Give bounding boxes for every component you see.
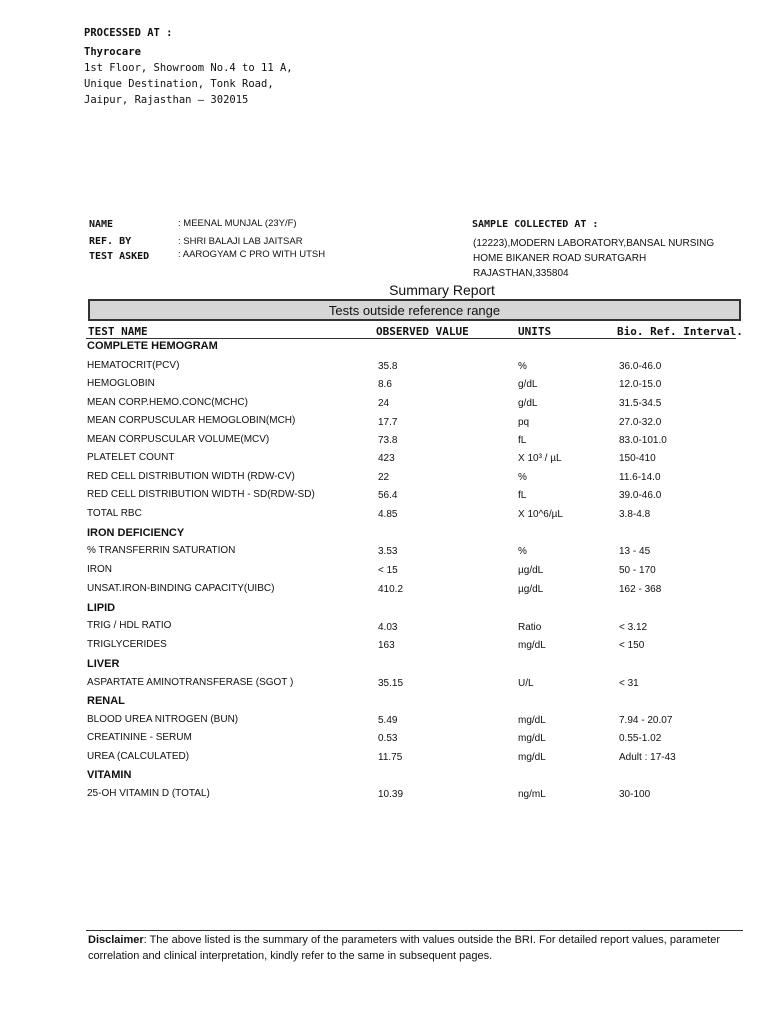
ref-interval: < 150: [619, 640, 645, 651]
observed-value: 423: [378, 453, 395, 464]
observed-value: 56.4: [378, 490, 398, 501]
processed-at-heading: PROCESSED AT :: [84, 27, 173, 39]
unit: mg/dL: [518, 715, 546, 726]
unit: pq: [518, 417, 530, 428]
test-asked-value: : AAROGYAM C PRO WITH UTSH: [178, 249, 326, 260]
test-name: HEMOGLOBIN: [87, 378, 155, 389]
test-name: MEAN CORPUSCULAR HEMOGLOBIN(MCH): [87, 415, 296, 426]
observed-value: 410.2: [378, 584, 404, 595]
lab-name: Thyrocare: [84, 46, 141, 58]
section-title: LIVER: [87, 658, 120, 670]
ref-interval: 7.94 - 20.07: [619, 715, 673, 726]
test-name: RED CELL DISTRIBUTION WIDTH (RDW-CV): [87, 471, 295, 482]
test-name: 25-OH VITAMIN D (TOTAL): [87, 788, 210, 799]
ref-interval: < 31: [619, 678, 639, 689]
test-name: ASPARTATE AMINOTRANSFERASE (SGOT ): [87, 677, 294, 688]
test-name: IRON: [87, 564, 112, 575]
test-name: UREA (CALCULATED): [87, 751, 190, 762]
observed-value: 5.49: [378, 715, 398, 726]
sample-address-line: HOME BIKANER ROAD SURATGARH: [473, 253, 647, 264]
patient-name-value: : MEENAL MUNJAL (23Y/F): [178, 218, 297, 229]
column-header-test-name: TEST NAME: [88, 325, 148, 338]
observed-value: 22: [378, 472, 390, 483]
ref-interval: 11.6-14.0: [619, 472, 661, 483]
column-header-observed-value: OBSERVED VALUE: [376, 325, 469, 338]
test-name: % TRANSFERRIN SATURATION: [87, 545, 236, 556]
lab-address-line: 1st Floor, Showroom No.4 to 11 A,: [84, 62, 293, 74]
observed-value: 4.85: [378, 509, 398, 520]
ref-by-value: : SHRI BALAJI LAB JAITSAR: [178, 236, 303, 247]
observed-value: 8.6: [378, 379, 392, 390]
ref-interval: 13 - 45: [619, 546, 651, 557]
unit: mg/dL: [518, 640, 546, 651]
lab-address-line: Jaipur, Rajasthan – 302015: [84, 94, 249, 106]
test-name: HEMATOCRIT(PCV): [87, 360, 180, 371]
lab-address-line: Unique Destination, Tonk Road,: [84, 78, 274, 90]
unit: ng/mL: [518, 789, 546, 800]
observed-value: 17.7: [378, 417, 398, 428]
ref-interval: 0.55-1.02: [619, 733, 662, 744]
test-asked-label: TEST ASKED: [89, 251, 150, 262]
ref-interval: 12.0-15.0: [619, 379, 662, 390]
test-name: RED CELL DISTRIBUTION WIDTH - SD(RDW-SD): [87, 489, 315, 500]
sample-address-line: RAJASTHAN,335804: [473, 268, 569, 279]
ref-interval: 30-100: [619, 789, 651, 800]
section-title: COMPLETE HEMOGRAM: [87, 340, 218, 352]
ref-interval: 162 - 368: [619, 584, 662, 595]
unit: %: [518, 546, 527, 557]
test-name: MEAN CORPUSCULAR VOLUME(MCV): [87, 434, 270, 445]
test-name: MEAN CORP.HEMO.CONC(MCHC): [87, 397, 248, 408]
observed-value: 24: [378, 398, 390, 409]
test-name: TRIGLYCERIDES: [87, 639, 167, 650]
section-title: RENAL: [87, 695, 125, 707]
header-rule: [86, 338, 736, 339]
observed-value: < 15: [378, 565, 398, 576]
observed-value: 0.53: [378, 733, 398, 744]
unit: fL: [518, 490, 527, 501]
test-name: TOTAL RBC: [87, 508, 142, 519]
unit: g/dL: [518, 379, 538, 390]
disclaimer-rule: [86, 930, 743, 931]
ref-interval: 27.0-32.0: [619, 417, 662, 428]
unit: X 10³ / µL: [518, 453, 562, 464]
unit: g/dL: [518, 398, 538, 409]
section-title: LIPID: [87, 602, 116, 614]
unit: %: [518, 361, 527, 372]
test-name: BLOOD UREA NITROGEN (BUN): [87, 714, 239, 725]
test-name: TRIG / HDL RATIO: [87, 620, 172, 631]
unit: U/L: [518, 678, 534, 689]
summary-title: Summary Report: [389, 282, 495, 298]
column-header-ref-interval: Bio. Ref. Interval.: [617, 325, 743, 338]
observed-value: 3.53: [378, 546, 398, 557]
ref-by-label: REF. BY: [89, 236, 132, 247]
observed-value: 10.39: [378, 789, 404, 800]
unit: Ratio: [518, 622, 542, 633]
column-header-units: UNITS: [518, 325, 552, 338]
ref-interval: Adult : 17-43: [619, 752, 676, 763]
ref-interval: 39.0-46.0: [619, 490, 662, 501]
ref-interval: 150-410: [619, 453, 656, 464]
ref-interval: 3.8-4.8: [619, 509, 651, 520]
sample-collected-heading: SAMPLE COLLECTED AT :: [472, 219, 599, 230]
test-name: UNSAT.IRON-BINDING CAPACITY(UIBC): [87, 583, 275, 594]
ref-interval: 31.5-34.5: [619, 398, 662, 409]
observed-value: 4.03: [378, 622, 398, 633]
disclaimer-label: Disclaimer: [88, 934, 144, 946]
observed-value: 11.75: [378, 752, 403, 763]
observed-value: 35.15: [378, 678, 404, 689]
disclaimer-text: : The above listed is the summary of the parameters with values outside the BRI. For detailed report values, parameter correlation and clinical interpretation, kindly refer to the same in subsequent pages.: [88, 934, 721, 962]
range-banner-title: Tests outside reference range: [328, 303, 501, 318]
unit: fL: [518, 435, 527, 446]
observed-value: 73.8: [378, 435, 398, 446]
unit: %: [518, 472, 527, 483]
patient-name-label: NAME: [89, 219, 114, 230]
ref-interval: 36.0-46.0: [619, 361, 662, 372]
test-name: CREATININE - SERUM: [87, 732, 192, 743]
unit: X 10^6/µL: [518, 509, 563, 520]
unit: µg/dL: [518, 565, 544, 576]
observed-value: 163: [378, 640, 395, 651]
section-title: IRON DEFICIENCY: [87, 527, 185, 539]
ref-interval: 50 - 170: [619, 565, 656, 576]
unit: mg/dL: [518, 733, 546, 744]
unit: µg/dL: [518, 584, 544, 595]
test-name: PLATELET COUNT: [87, 452, 175, 463]
unit: mg/dL: [518, 752, 546, 763]
section-title: VITAMIN: [87, 769, 132, 781]
ref-interval: 83.0-101.0: [619, 435, 667, 446]
disclaimer: [88, 932, 728, 964]
ref-interval: < 3.12: [619, 622, 648, 633]
sample-address-line: (12223),MODERN LABORATORY,BANSAL NURSING: [473, 238, 715, 249]
observed-value: 35.8: [378, 361, 398, 372]
